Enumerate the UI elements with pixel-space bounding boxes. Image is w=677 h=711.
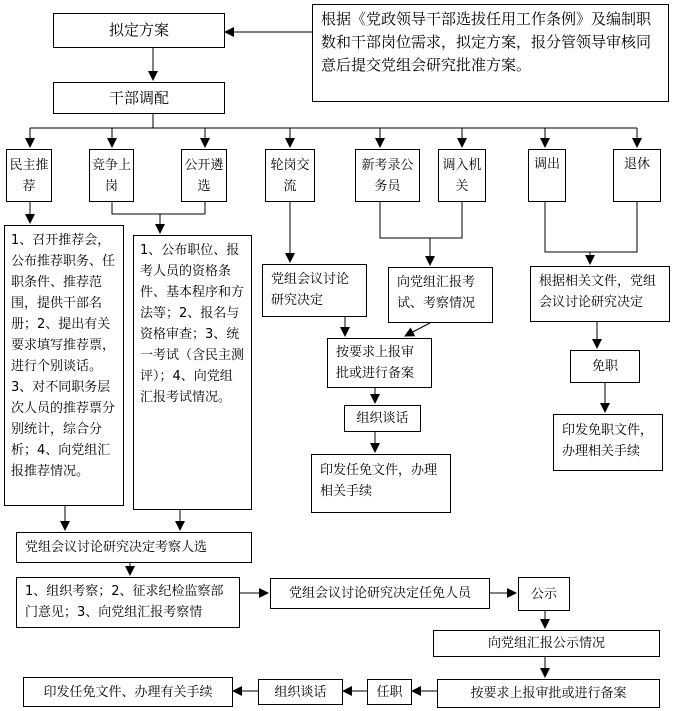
node-open-select: 公开遴选 bbox=[181, 149, 227, 202]
node-report-approve-final: 按要求上报审批或进行备案 bbox=[437, 679, 660, 708]
node-transfer-out: 调出 bbox=[528, 149, 566, 202]
node-rotation-decide: 党组会议讨论研究决定 bbox=[262, 264, 367, 317]
node-new-civil: 新考录公务员 bbox=[355, 149, 420, 202]
node-rotation: 轮岗交流 bbox=[265, 149, 315, 202]
node-issue-mid: 印发任免文件，办理相关手续 bbox=[311, 454, 451, 513]
node-competitive: 竞争上岗 bbox=[89, 149, 134, 202]
node-publicity: 公示 bbox=[518, 577, 570, 611]
node-transfer-in: 调入机关 bbox=[438, 149, 486, 202]
node-report-approve: 按要求上报审批或进行备案 bbox=[327, 338, 432, 388]
node-draft-plan: 拟定方案 bbox=[53, 13, 225, 48]
node-appoint: 任职 bbox=[367, 679, 412, 705]
node-democratic-rec: 民主推荐 bbox=[6, 149, 52, 202]
node-rec-steps: 1、召开推荐会，公布推荐职务、任职条件、推荐范围，提供干部名册；2、提出有关要求填写推荐票，进行个别谈话。3、对不同职务层次人员的推荐票分别统计，综合分析；4、向党组汇报推荐情况。 bbox=[4, 225, 124, 506]
node-inspect-steps: 1、组织考察；2、征求纪检监察部门意见；3、向党组汇报考察情 bbox=[16, 577, 240, 628]
node-cadre-deploy: 干部调配 bbox=[53, 82, 225, 114]
node-decide-appoint: 党组会议讨论研究决定任免人员 bbox=[270, 578, 490, 609]
node-report-publicity: 向党组汇报公示情况 bbox=[433, 630, 660, 657]
node-select-steps: 1、公布职位、报考人员的资格条件、基本程序和方法等；2、报名与资格审查；3、统一考试（含民主测评）；4、向党组汇报考试情况。 bbox=[133, 235, 252, 510]
node-talk-mid: 组织谈话 bbox=[344, 405, 421, 432]
node-note: 根据《党政领导干部选拔任用工作条例》及编制职数和干部岗位需求，拟定方案，报分管领导审核同意后提交党组会研究批准方案。 bbox=[312, 4, 669, 102]
node-issue-final: 印发任免文件、办理有关手续 bbox=[23, 677, 233, 707]
node-retire: 退休 bbox=[613, 149, 661, 202]
node-dismiss: 免职 bbox=[570, 350, 640, 383]
node-issue-dismiss: 印发免职文件，办理相关手续 bbox=[553, 414, 663, 471]
node-report-exam: 向党组汇报考试、考察情况 bbox=[388, 267, 493, 323]
node-decide-candidates: 党组会议讨论研究决定考察人选 bbox=[16, 532, 252, 563]
node-exit-decide: 根据相关文件，党组会议讨论研究决定 bbox=[530, 266, 670, 322]
node-talk-final: 组织谈话 bbox=[258, 679, 343, 705]
